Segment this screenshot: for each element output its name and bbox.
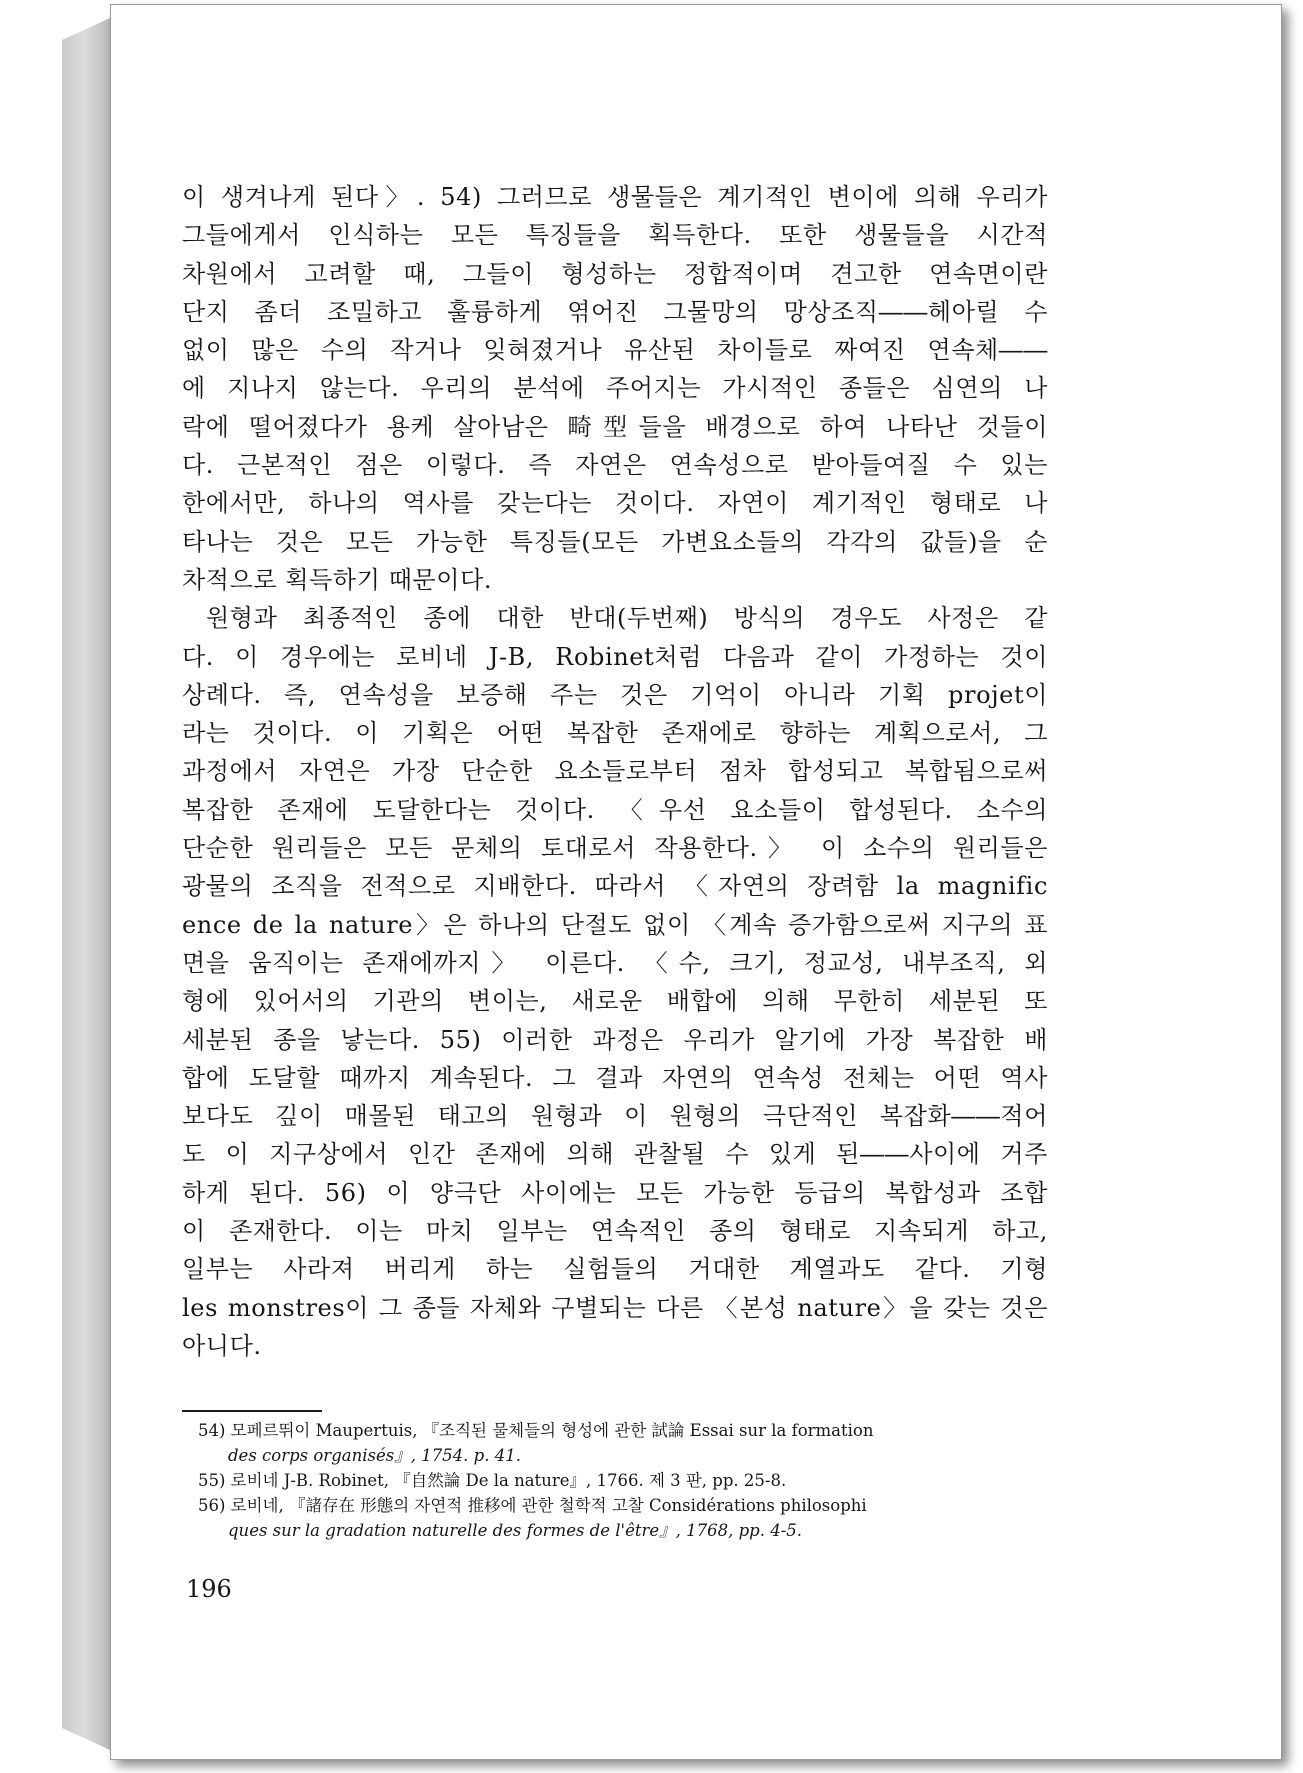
- body-line: 상례다. 즉, 연속성을 보증해 주는 것은 기억이 아니라 기획 projet이: [182, 680, 1048, 709]
- body-line: 광물의 조직을 전적으로 지배한다. 따라서 〈자연의 장려함 la magnific: [182, 872, 1048, 901]
- footnote-54-continued: des corps organisés』, 1754. p. 41.: [228, 1446, 521, 1465]
- body-line: 아니다.: [182, 1331, 262, 1360]
- body-line: 타나는 것은 모든 가능한 특징들(모든 가변요소들의 각각의 값들)을 순: [182, 527, 1048, 556]
- footnote-56-continued: ques sur la gradation naturelle des formes de l'être』, 1768, pp. 4-5.: [228, 1521, 803, 1540]
- page-number: 196: [186, 1575, 232, 1603]
- book-spine: [62, 18, 110, 1750]
- footnote-56: 56) 로비네, 『諸存在 形態의 자연적 推移에 관한 철학적 고찰 Considérations philosophi: [198, 1496, 867, 1515]
- footnote-rule: [182, 1410, 322, 1412]
- body-line: 락에 떨어졌다가 용케 살아남은 畸型들을 배경으로 하여 나타난 것들이: [182, 412, 1048, 441]
- body-line: 없이 많은 수의 작거나 잊혀졌거나 유산된 차이들로 짜여진 연속체――: [182, 336, 1048, 365]
- body-line: 단지 좀더 조밀하고 훌륭하게 엮어진 그물망의 망상조직――헤아릴 수: [182, 297, 1048, 326]
- footnote-55: 55) 로비네 J-B. Robinet, 『自然論 De la nature』, 1766. 제 3 판, pp. 25-8.: [198, 1471, 787, 1490]
- body-line: 에 지나지 않는다. 우리의 분석에 주어지는 가시적인 종들은 심연의 나: [182, 374, 1048, 403]
- footnote-54: 54) 모페르뛰이 Maupertuis, 『조직된 물체들의 형성에 관한 試論 Essai sur la formation: [198, 1421, 874, 1440]
- body-line: 다. 이 경우에는 로비네 J-B, Robinet처럼 다음과 같이 가정하는 것이: [182, 642, 1048, 671]
- body-line: 한에서만, 하나의 역사를 갖는다는 것이다. 자연이 계기적인 형태로 나: [182, 489, 1048, 518]
- body-line: 차적으로 획득하기 때문이다.: [182, 565, 493, 594]
- body-line: 복잡한 존재에 도달한다는 것이다. 〈우선 요소들이 합성된다. 소수의: [182, 795, 1048, 824]
- body-line: 도 이 지구상에서 인간 존재에 의해 관찰될 수 있게 된――사이에 거주: [182, 1140, 1048, 1169]
- body-line: 보다도 깊이 매몰된 태고의 원형과 이 원형의 극단적인 복잡화――적어: [182, 1102, 1048, 1131]
- body-line: 하게 된다. 56) 이 양극단 사이에는 모든 가능한 등급의 복합성과 조합: [182, 1178, 1048, 1207]
- body-line: 이 생겨나게 된다〉. 54) 그러므로 생물들은 계기적인 변이에 의해 우리가: [182, 183, 1048, 211]
- body-line: 면을 움직이는 존재에까지〉 이른다. 〈수, 크기, 정교성, 내부조직, 외: [182, 948, 1048, 977]
- body-line: 일부는 사라져 버리게 하는 실험들의 거대한 계열과도 같다. 기형: [182, 1255, 1048, 1284]
- body-line: 합에 도달할 때까지 계속된다. 그 결과 자연의 연속성 전체는 어떤 역사: [182, 1063, 1048, 1092]
- footnotes: [198, 1418, 1048, 1543]
- body-line: 형에 있어서의 기관의 변이는, 새로운 배합에 의해 무한히 세분된 또: [182, 987, 1048, 1016]
- body-line: 과정에서 자연은 가장 단순한 요소들로부터 점차 합성되고 복합됨으로써: [182, 757, 1048, 786]
- body-line: 라는 것이다. 이 기획은 어떤 복잡한 존재에로 향하는 계획으로서, 그: [182, 719, 1048, 748]
- body-line: ence de la nature〉은 하나의 단절도 없이 〈계속 증가함으로써 지구의 표: [182, 910, 1048, 939]
- body-line: 차원에서 고려할 때, 그들이 형성하는 정합적이며 견고한 연속면이란: [182, 259, 1048, 288]
- body-line: 그들에게서 인식하는 모든 특징들을 획득한다. 또한 생물들을 시간적: [182, 221, 1048, 250]
- body-line: 다. 근본적인 점은 이렇다. 즉 자연은 연속성으로 받아들여질 수 있는: [182, 451, 1048, 480]
- body-line: 세분된 종을 낳는다. 55) 이러한 과정은 우리가 알기에 가장 복잡한 배: [182, 1025, 1048, 1054]
- body-line: 단순한 원리들은 모든 문체의 토대로서 작용한다.〉 이 소수의 원리들은: [182, 834, 1048, 863]
- body-text: [182, 178, 1048, 1365]
- body-line: 이 존재한다. 이는 마치 일부는 연속적인 종의 형태로 지속되게 하고,: [182, 1217, 1048, 1246]
- paragraph-start-line: 원형과 최종적인 종에 대한 반대(두번째) 방식의 경우도 사정은 같: [206, 604, 1048, 633]
- body-line: les monstres이 그 종들 자체와 구별되는 다른 〈본성 nature〉을 갖는 것은: [182, 1293, 1048, 1322]
